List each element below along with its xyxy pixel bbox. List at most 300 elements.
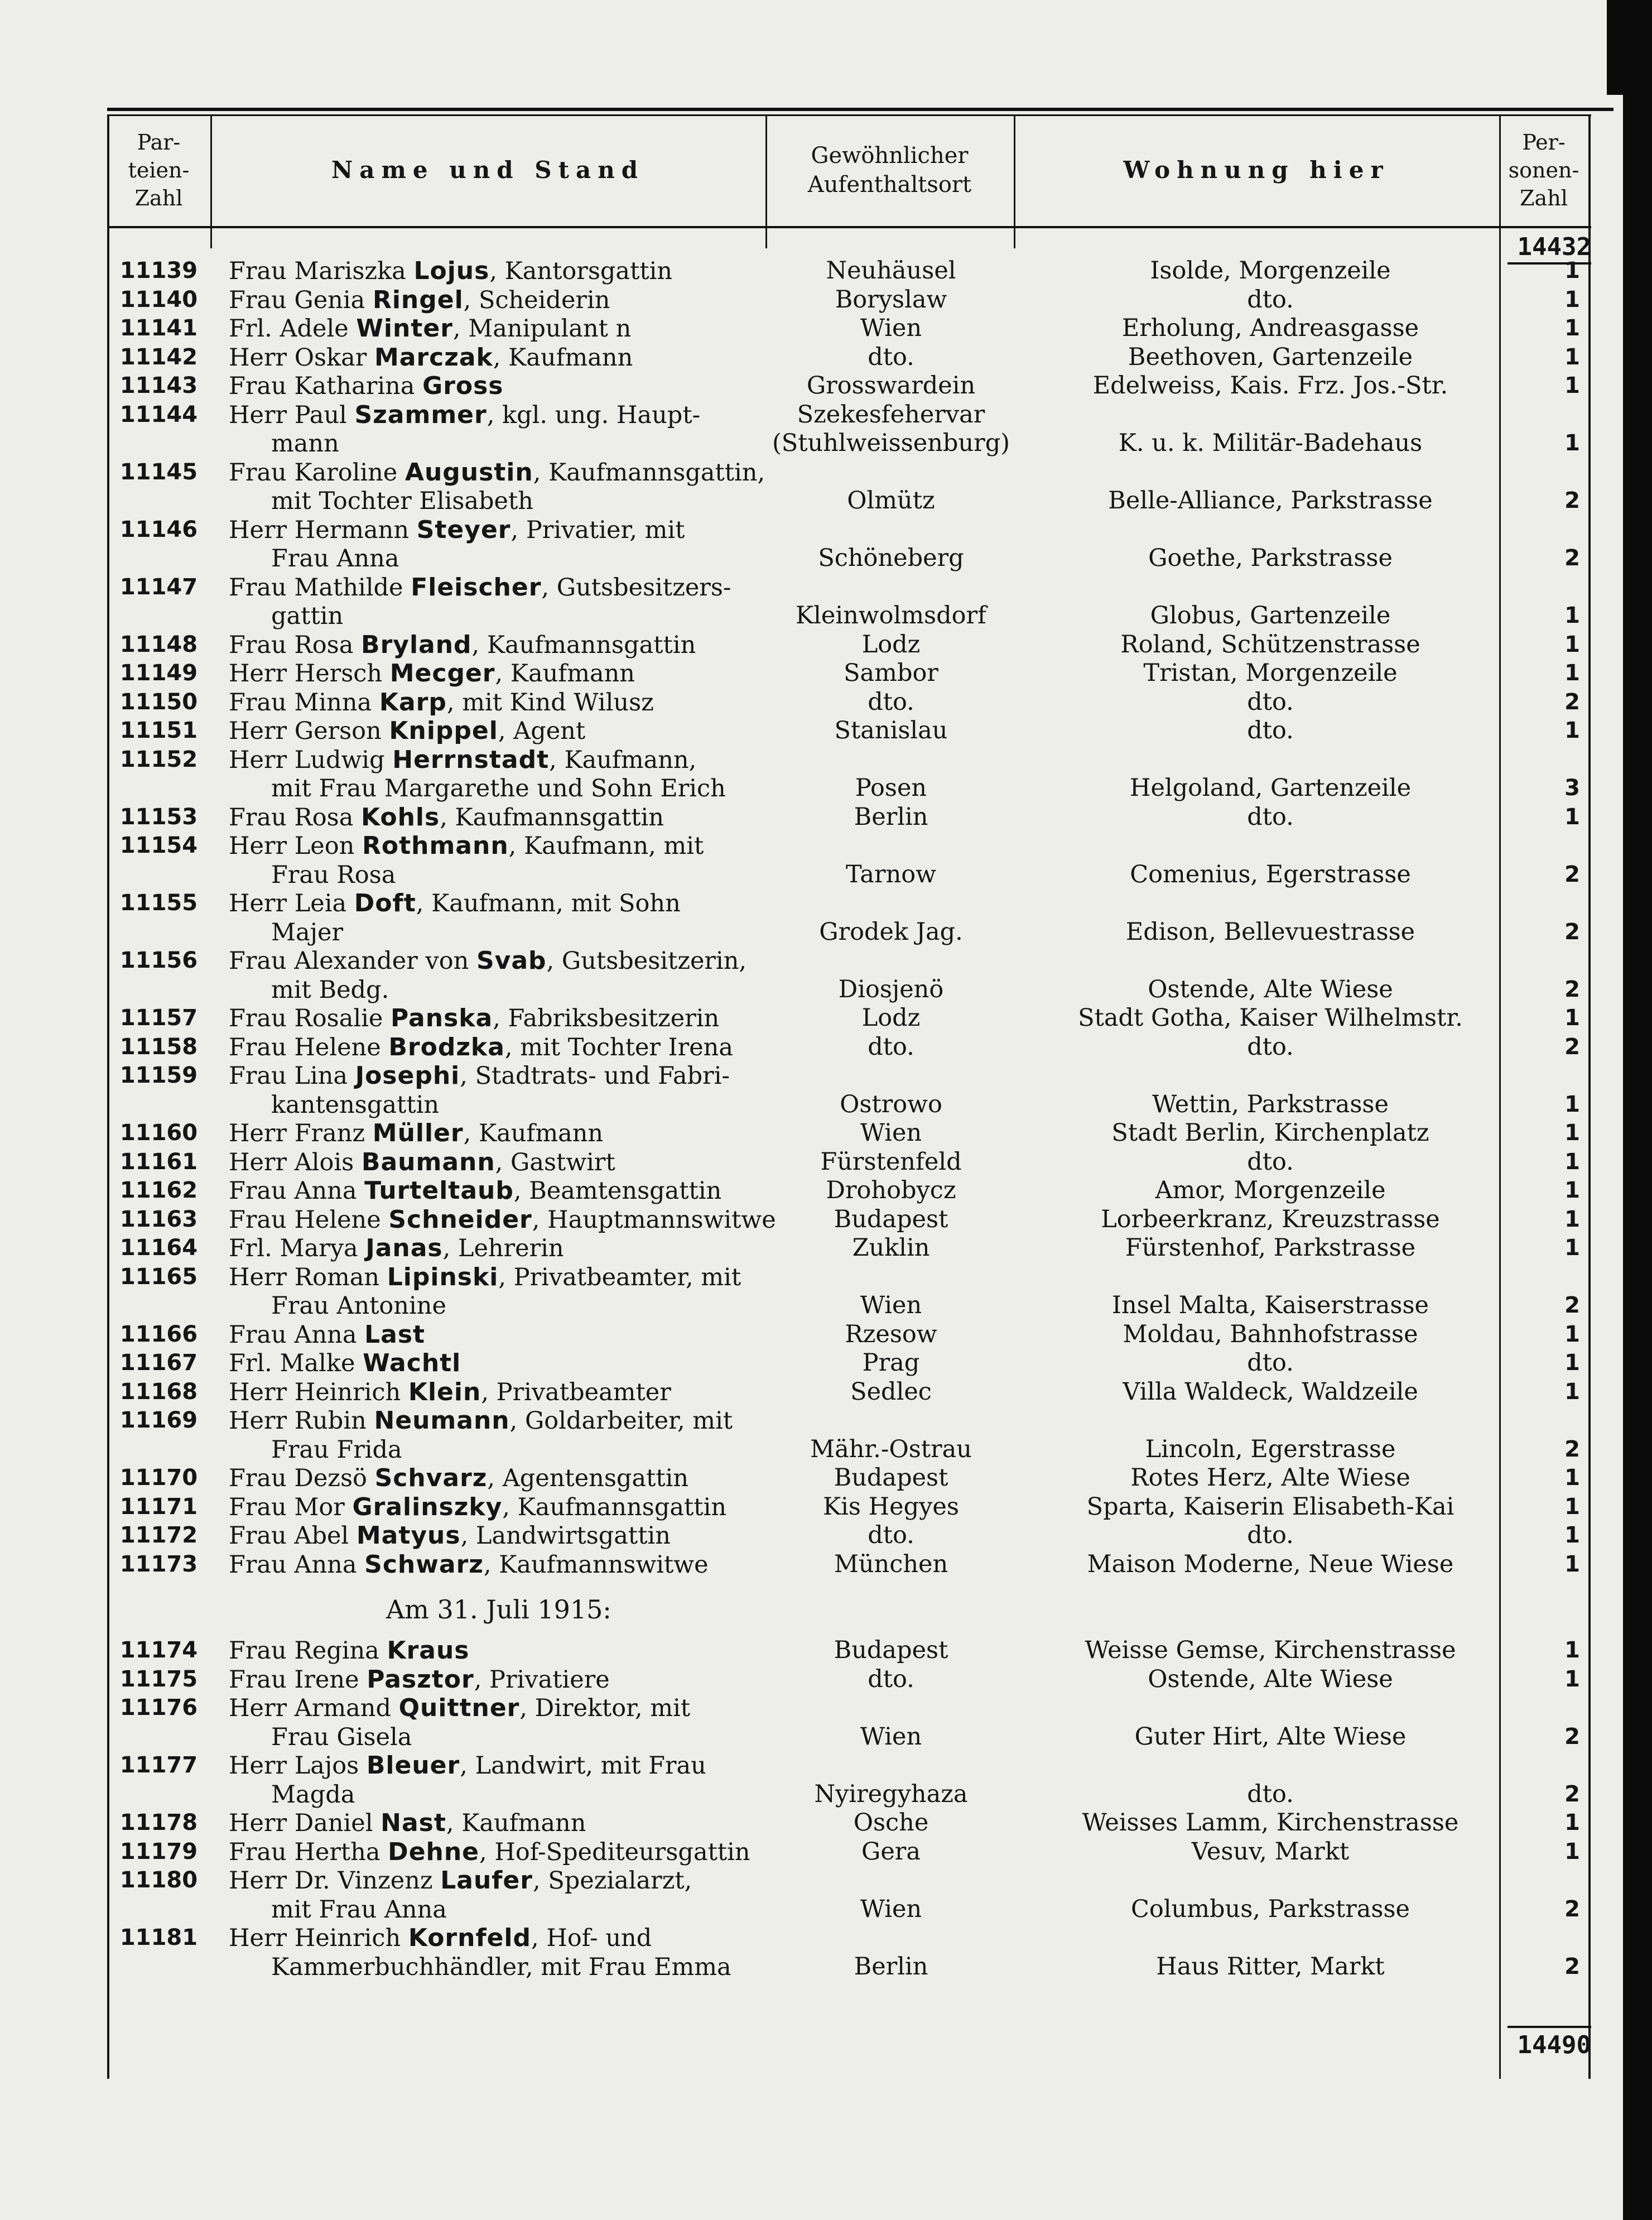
- person-count: 1: [1564, 1149, 1580, 1175]
- residence-here: Ostende, Alte Wiese: [1148, 975, 1393, 1003]
- residence-here: dto.: [1247, 285, 1294, 314]
- name-and-status: Frl. Adele Winter, Manipulant n: [229, 314, 632, 343]
- person-count: 1: [1564, 315, 1580, 341]
- residence-here: Moldau, Bahnhofstrasse: [1123, 1320, 1418, 1348]
- home-location: Wien: [860, 314, 922, 342]
- home-location: Fürstenfeld: [820, 1147, 962, 1176]
- home-location: Berlin: [854, 803, 928, 831]
- surname: Neumann: [374, 1406, 510, 1435]
- party-number: 11141: [119, 315, 198, 341]
- home-location: Stanislau: [834, 717, 948, 744]
- surname: Lojus: [413, 257, 490, 285]
- register-entries: [107, 257, 1591, 1981]
- party-number: 11179: [119, 1838, 198, 1865]
- table-row: [107, 1838, 1591, 1867]
- person-count: 1: [1564, 1206, 1580, 1232]
- header-wohnung-hier: Wohnung hier: [1123, 156, 1390, 184]
- party-number: 11172: [119, 1522, 198, 1548]
- name-and-status: Frau Karoline Augustin, Kaufmannsgattin, mit Tochter Elisabeth: [229, 458, 765, 515]
- table-row: [107, 946, 1591, 1004]
- name-and-status: Herr Hersch Mecger, Kaufmann: [229, 659, 635, 688]
- party-number: 11155: [119, 890, 198, 916]
- residence-here: Amor, Morgenzeile: [1155, 1176, 1386, 1204]
- table-row: [107, 401, 1591, 458]
- person-count: 1: [1564, 1178, 1580, 1203]
- residence-here: Edison, Bellevuestrasse: [1125, 917, 1415, 946]
- party-number: 11171: [119, 1493, 198, 1520]
- residence-here: dto.: [1247, 1349, 1294, 1377]
- residence-here: Villa Waldeck, Waldzeile: [1123, 1377, 1418, 1406]
- name-and-status: Frau Mor Gralinszky, Kaufmannsgattin: [229, 1492, 727, 1521]
- party-number: 11176: [119, 1695, 198, 1721]
- home-location: dto.: [868, 1665, 914, 1693]
- home-location: Osche: [853, 1809, 929, 1837]
- person-count: 2: [1564, 488, 1580, 513]
- header-aufenthaltsort: Gewöhnlicher Aufenthaltsort: [807, 143, 972, 198]
- party-number: 11145: [119, 459, 198, 485]
- table-row: [107, 286, 1591, 315]
- surname: Karp: [379, 688, 447, 717]
- final-total: 14490: [1507, 2026, 1591, 2064]
- name-and-status: Frau Abel Matyus, Landwirtsgattin: [229, 1521, 671, 1550]
- name-and-status: Frau Hertha Dehne, Hof-Spediteursgattin: [229, 1837, 750, 1866]
- home-location: dto.: [868, 1521, 914, 1549]
- table-row: [107, 1349, 1591, 1378]
- party-number: 11161: [119, 1149, 198, 1175]
- home-location: Gera: [861, 1837, 921, 1866]
- name-and-status: Herr Leon Rothmann, Kaufmann, mit Frau Rosa: [229, 832, 704, 889]
- surname: Gross: [422, 372, 504, 400]
- table-row: [107, 1464, 1591, 1493]
- surname: Josephi: [355, 1061, 460, 1090]
- table-row: [107, 1521, 1591, 1550]
- party-number: 11181: [119, 1925, 198, 1950]
- party-number: 11169: [119, 1407, 198, 1433]
- home-location: Nyiregyhaza: [814, 1780, 968, 1808]
- residence-here: Guter Hirt, Alte Wiese: [1134, 1722, 1407, 1751]
- person-count: 1: [1564, 631, 1580, 657]
- table-row: [107, 1924, 1591, 1981]
- register-page: [107, 114, 1591, 2079]
- person-count: 1: [1564, 1005, 1580, 1031]
- name-and-status: Frau Mathilde Fleischer, Gutsbesitzers- gattin: [229, 573, 731, 630]
- home-location: Kleinwolmsdorf: [796, 602, 986, 630]
- residence-here: Goethe, Parkstrasse: [1148, 544, 1393, 572]
- party-number: 11140: [119, 286, 198, 313]
- home-location: Ostrowo: [840, 1090, 942, 1118]
- person-count: 1: [1564, 1465, 1580, 1491]
- surname: Dehne: [388, 1837, 480, 1866]
- person-count: 2: [1564, 1781, 1580, 1807]
- residence-here: Rotes Herz, Alte Wiese: [1130, 1464, 1410, 1492]
- surname: Szammer: [354, 400, 487, 429]
- table-row: [107, 1119, 1591, 1148]
- home-location: Grodek Jag.: [819, 917, 963, 946]
- table-row: [107, 717, 1591, 746]
- surname: Kornfeld: [408, 1924, 532, 1952]
- name-and-status: Herr Hermann Steyer, Privatier, mit Frau Anna: [229, 515, 685, 573]
- table-row: [107, 1320, 1591, 1349]
- table-header: [107, 114, 1591, 226]
- surname: Schneider: [388, 1205, 532, 1234]
- party-number: 11167: [119, 1350, 198, 1376]
- party-number: 11177: [119, 1752, 198, 1778]
- home-location: Budapest: [834, 1636, 948, 1664]
- header-rule: [107, 226, 1591, 228]
- name-and-status: Frau Alexander von Svab, Gutsbesitzerin, mit Bedg.: [229, 946, 747, 1004]
- table-row: [107, 1809, 1591, 1838]
- home-location: Schöneberg: [818, 544, 964, 572]
- name-and-status: Frau Genia Ringel, Scheiderin: [229, 285, 610, 314]
- party-number: 11147: [119, 574, 198, 600]
- table-row: [107, 1751, 1591, 1809]
- person-count: 1: [1564, 1666, 1580, 1692]
- name-and-status: Herr Heinrich Kornfeld, Hof- und Kammerbuchhändler, mit Frau Emma: [229, 1924, 731, 1981]
- header-personen-zahl: Per- sonen- Zahl: [1508, 130, 1579, 210]
- person-count: 2: [1564, 919, 1580, 945]
- name-and-status: Herr Daniel Nast, Kaufmann: [229, 1809, 586, 1837]
- surname: Bryland: [361, 630, 472, 659]
- home-location: Wien: [860, 1722, 922, 1751]
- surname: Nast: [381, 1809, 446, 1837]
- surname: Knippel: [389, 717, 498, 745]
- person-count: 1: [1564, 430, 1580, 456]
- residence-here: Globus, Gartenzeile: [1150, 602, 1391, 630]
- person-count: 1: [1564, 804, 1580, 830]
- party-number: 11143: [119, 373, 198, 398]
- surname: Laufer: [440, 1866, 533, 1895]
- table-row: [107, 1636, 1591, 1665]
- person-count: 2: [1564, 861, 1580, 887]
- person-count: 1: [1564, 718, 1580, 743]
- surname: Schvarz: [374, 1464, 488, 1492]
- surname: Doft: [354, 889, 416, 917]
- party-number: 11153: [119, 804, 198, 830]
- table-row: [107, 1694, 1591, 1751]
- table-row: [107, 343, 1591, 372]
- person-count: 1: [1564, 1637, 1580, 1663]
- home-location: Diosjenö: [838, 975, 944, 1003]
- name-and-status: Herr Rubin Neumann, Goldarbeiter, mit Frau Frida: [229, 1406, 733, 1464]
- name-and-status: Herr Leia Doft, Kaufmann, mit Sohn Majer: [229, 889, 681, 946]
- residence-here: Lorbeerkranz, Kreuzstrasse: [1101, 1205, 1440, 1233]
- surname: Baumann: [361, 1147, 495, 1176]
- header-name-und-stand: Name und Stand: [331, 156, 645, 184]
- party-number: 11146: [119, 516, 198, 542]
- party-number: 11166: [119, 1321, 198, 1347]
- residence-here: Comenius, Egerstrasse: [1130, 860, 1411, 888]
- name-and-status: Frau Helene Brodzka, mit Tochter Irena: [229, 1032, 733, 1061]
- name-and-status: Frau Minna Karp, mit Kind Wilusz: [229, 688, 654, 717]
- surname: Quittner: [398, 1694, 520, 1722]
- person-count: 2: [1564, 1723, 1580, 1750]
- table-row: [107, 1406, 1591, 1464]
- table-row: [107, 1033, 1591, 1062]
- home-location: Prag: [862, 1349, 920, 1377]
- party-number: 11162: [119, 1178, 198, 1203]
- table-row: [107, 458, 1591, 516]
- residence-here: Edelweiss, Kais. Frz. Jos.-Str.: [1092, 372, 1448, 400]
- surname: Wachtl: [363, 1349, 461, 1377]
- residence-here: Insel Malta, Kaiserstrasse: [1112, 1291, 1429, 1319]
- residence-here: Weisse Gemse, Kirchenstrasse: [1085, 1636, 1456, 1664]
- person-count: 2: [1564, 1292, 1580, 1318]
- residence-here: dto.: [1247, 1521, 1294, 1549]
- residence-here: Isolde, Morgenzeile: [1150, 257, 1391, 285]
- residence-here: Columbus, Parkstrasse: [1130, 1895, 1410, 1923]
- party-number: 11168: [119, 1378, 198, 1405]
- name-and-status: Herr Alois Baumann, Gastwirt: [229, 1147, 615, 1176]
- person-count: 1: [1564, 1810, 1580, 1835]
- home-location: Szekesfehervar (Stuhlweissenburg): [772, 400, 1010, 457]
- party-number: 11139: [119, 258, 198, 283]
- residence-here: Erholung, Andreasgasse: [1121, 314, 1419, 342]
- person-count: 1: [1564, 1522, 1580, 1548]
- residence-here: dto.: [1247, 1147, 1294, 1176]
- name-and-status: Frau Rosa Bryland, Kaufmannsgattin: [229, 630, 696, 659]
- table-row: [107, 372, 1591, 401]
- name-and-status: Frau Rosa Kohls, Kaufmannsgattin: [229, 803, 664, 832]
- residence-here: Sparta, Kaiserin Elisabeth-Kai: [1086, 1492, 1454, 1521]
- person-count: 2: [1564, 545, 1580, 571]
- home-location: Wien: [860, 1895, 922, 1923]
- residence-here: Stadt Berlin, Kirchenplatz: [1111, 1119, 1429, 1147]
- surname: Kraus: [387, 1636, 470, 1665]
- surname: Mecger: [389, 659, 495, 688]
- surname: Lipinski: [387, 1262, 499, 1291]
- residence-here: Wettin, Parkstrasse: [1152, 1090, 1389, 1118]
- person-count: 1: [1564, 1350, 1580, 1376]
- person-count: 1: [1564, 1235, 1580, 1261]
- name-and-status: Herr Franz Müller, Kaufmann: [229, 1119, 604, 1147]
- surname: Svab: [476, 946, 547, 975]
- person-count: 2: [1564, 689, 1580, 715]
- home-location: Wien: [860, 1119, 922, 1147]
- table-row: [107, 746, 1591, 803]
- home-location: Tarnow: [846, 860, 936, 888]
- name-and-status: Herr Paul Szammer, kgl. ung. Haupt- mann: [229, 400, 701, 458]
- residence-here: Beethoven, Gartenzeile: [1128, 343, 1413, 371]
- table-row: [107, 803, 1591, 832]
- name-and-status: Frau Mariszka Lojus, Kantorsgattin: [229, 257, 673, 285]
- surname: Pasztor: [367, 1665, 474, 1694]
- party-number: 11144: [119, 401, 198, 427]
- residence-here: K. u. k. Militär-Badehaus: [1118, 429, 1423, 457]
- party-number: 11178: [119, 1810, 198, 1835]
- residence-here: dto.: [1247, 688, 1294, 716]
- party-number: 11163: [119, 1206, 198, 1232]
- person-count: 1: [1564, 1120, 1580, 1146]
- party-number: 11164: [119, 1235, 198, 1261]
- home-location: Lodz: [861, 630, 921, 659]
- person-count: 1: [1564, 373, 1580, 398]
- home-location: Rzesow: [845, 1320, 937, 1348]
- surname: Turteltaub: [364, 1176, 514, 1205]
- surname: Last: [364, 1320, 426, 1349]
- person-count: 2: [1564, 976, 1580, 1002]
- name-and-status: Frau Rosalie Panska, Fabriksbesitzerin: [229, 1004, 720, 1032]
- home-location: Kis Hegyes: [823, 1492, 959, 1521]
- residence-here: Stadt Gotha, Kaiser Wilhelmstr.: [1078, 1004, 1463, 1032]
- residence-here: dto.: [1247, 1032, 1294, 1061]
- surname: Fleischer: [411, 573, 542, 602]
- name-and-status: Herr Dr. Vinzenz Laufer, Spezialarzt, mit Frau Anna: [229, 1866, 692, 1924]
- person-count: 1: [1564, 1321, 1580, 1347]
- home-location: Berlin: [854, 1952, 928, 1981]
- table-row: [107, 1550, 1591, 1579]
- table-row: [107, 631, 1591, 660]
- home-location: Budapest: [834, 1464, 948, 1492]
- party-number: 11175: [119, 1666, 198, 1692]
- party-number: 11142: [119, 344, 198, 370]
- party-number: 11174: [119, 1637, 198, 1663]
- surname: Bleuer: [366, 1751, 460, 1780]
- party-number: 11170: [119, 1465, 198, 1491]
- name-and-status: Herr Armand Quittner, Direktor, mit Frau Gisela: [229, 1694, 691, 1751]
- table-row: [107, 1148, 1591, 1177]
- residence-here: Maison Moderne, Neue Wiese: [1087, 1550, 1454, 1578]
- name-and-status: Frau Anna Schwarz, Kaufmannswitwe: [229, 1550, 709, 1579]
- surname: Marczak: [374, 343, 493, 372]
- surname: Rothmann: [362, 832, 509, 860]
- header-parteien-zahl: Par- teien- Zahl: [128, 130, 190, 210]
- surname: Kohls: [361, 803, 440, 832]
- name-and-status: Frau Dezsö Schvarz, Agentensgattin: [229, 1464, 689, 1492]
- person-count: 2: [1564, 1436, 1580, 1462]
- surname: Klein: [408, 1377, 481, 1406]
- home-location: Grosswardein: [806, 372, 976, 400]
- surname: Panska: [390, 1004, 493, 1032]
- scan-edge: [1623, 0, 1652, 2220]
- person-count: 1: [1564, 603, 1580, 628]
- surname: Winter: [356, 314, 453, 343]
- table-row: [107, 1061, 1591, 1119]
- residence-here: Lincoln, Egerstrasse: [1145, 1435, 1396, 1463]
- party-number: 11152: [119, 746, 198, 772]
- surname: Brodzka: [388, 1032, 505, 1061]
- person-count: 1: [1564, 286, 1580, 313]
- party-number: 11180: [119, 1867, 198, 1893]
- home-location: dto.: [868, 1032, 914, 1061]
- residence-here: dto.: [1247, 803, 1294, 831]
- person-count: 1: [1564, 1493, 1580, 1520]
- name-and-status: Frau Regina Kraus: [229, 1636, 470, 1665]
- home-location: Sambor: [844, 659, 938, 687]
- top-rule-thick: [107, 108, 1614, 111]
- name-and-status: Herr Lajos Bleuer, Landwirt, mit Frau Magda: [229, 1751, 706, 1809]
- table-row: [107, 1378, 1591, 1407]
- table-row: [107, 1493, 1591, 1522]
- party-number: 11160: [119, 1120, 198, 1146]
- surname: Steyer: [416, 515, 511, 544]
- home-location: Lodz: [861, 1004, 921, 1032]
- home-location: Budapest: [834, 1205, 948, 1233]
- person-count: 1: [1564, 1378, 1580, 1405]
- date-section-heading: [107, 1579, 1591, 1636]
- name-and-status: Herr Heinrich Klein, Privatbeamter: [229, 1377, 671, 1406]
- residence-here: Tristan, Morgenzeile: [1143, 659, 1398, 687]
- surname: Janas: [365, 1234, 443, 1262]
- home-location: Olmütz: [847, 487, 935, 515]
- person-count: 1: [1564, 258, 1580, 283]
- table-row: [107, 1234, 1591, 1263]
- name-and-status: Frau Katharina Gross: [229, 372, 504, 400]
- home-location: Boryslaw: [835, 285, 947, 314]
- home-location: dto.: [868, 343, 914, 371]
- residence-here: dto.: [1247, 1780, 1294, 1808]
- party-number: 11154: [119, 833, 198, 858]
- table-row: [107, 1665, 1591, 1694]
- residence-here: Roland, Schützenstrasse: [1120, 630, 1420, 659]
- home-location: Sedlec: [850, 1377, 932, 1406]
- residence-here: Fürstenhof, Parkstrasse: [1125, 1234, 1416, 1262]
- home-location: Mähr.-Ostrau: [810, 1435, 972, 1463]
- person-count: 2: [1564, 1034, 1580, 1060]
- section-date: Am 31. Juli 1915:: [386, 1594, 611, 1625]
- home-location: Neuhäusel: [826, 257, 956, 285]
- scan-edge-top: [1607, 0, 1652, 95]
- name-and-status: Frau Anna Last: [229, 1320, 426, 1349]
- party-number: 11173: [119, 1551, 198, 1577]
- person-count: 1: [1564, 1091, 1580, 1117]
- table-row: [107, 832, 1591, 889]
- table-row: [107, 1205, 1591, 1234]
- name-and-status: Herr Roman Lipinski, Privatbeamter, mit Frau Antonine: [229, 1262, 741, 1320]
- name-and-status: Frau Helene Schneider, Hauptmannswitwe: [229, 1205, 776, 1234]
- party-number: 11158: [119, 1034, 198, 1060]
- person-count: 1: [1564, 1551, 1580, 1577]
- residence-here: Helgoland, Gartenzeile: [1129, 774, 1412, 802]
- residence-here: Ostende, Alte Wiese: [1148, 1665, 1393, 1693]
- table-row: [107, 688, 1591, 717]
- surname: Gralinszky: [352, 1492, 503, 1521]
- name-and-status: Herr Gerson Knippel, Agent: [229, 717, 586, 745]
- name-and-status: Frau Irene Pasztor, Privatiere: [229, 1665, 610, 1694]
- residence-here: Vesuv, Markt: [1191, 1837, 1350, 1866]
- table-row: [107, 1176, 1591, 1205]
- surname: Augustin: [404, 458, 533, 487]
- party-number: 11151: [119, 718, 198, 743]
- party-number: 11159: [119, 1063, 198, 1088]
- name-and-status: Frl. Marya Janas, Lehrerin: [229, 1234, 564, 1262]
- residence-here: Weisses Lamm, Kirchenstrasse: [1082, 1809, 1459, 1837]
- party-number: 11165: [119, 1263, 198, 1290]
- table-row: [107, 1263, 1591, 1320]
- person-count: 1: [1564, 1838, 1580, 1865]
- table-row: [107, 889, 1591, 946]
- party-number: 11156: [119, 948, 198, 973]
- home-location: Zuklin: [852, 1234, 930, 1262]
- table-row: [107, 573, 1591, 631]
- surname: Ringel: [372, 285, 464, 314]
- party-number: 11157: [119, 1005, 198, 1031]
- table-row: [107, 516, 1591, 573]
- table-row: [107, 257, 1591, 286]
- person-count: 1: [1564, 344, 1580, 370]
- residence-here: Haus Ritter, Markt: [1156, 1952, 1385, 1981]
- table-row: [107, 1866, 1591, 1924]
- surname: Müller: [372, 1119, 464, 1147]
- residence-here: dto.: [1247, 717, 1294, 744]
- carried-total: 14432: [1507, 232, 1591, 265]
- home-location: Drohobycz: [826, 1176, 956, 1204]
- table-row: [107, 314, 1591, 343]
- name-and-status: Herr Ludwig Herrnstadt, Kaufmann, mit Frau Margarethe und Sohn Erich: [229, 745, 726, 803]
- table-row: [107, 659, 1591, 688]
- home-location: Posen: [855, 774, 927, 802]
- party-number: 11148: [119, 631, 198, 657]
- surname: Schwarz: [364, 1550, 484, 1579]
